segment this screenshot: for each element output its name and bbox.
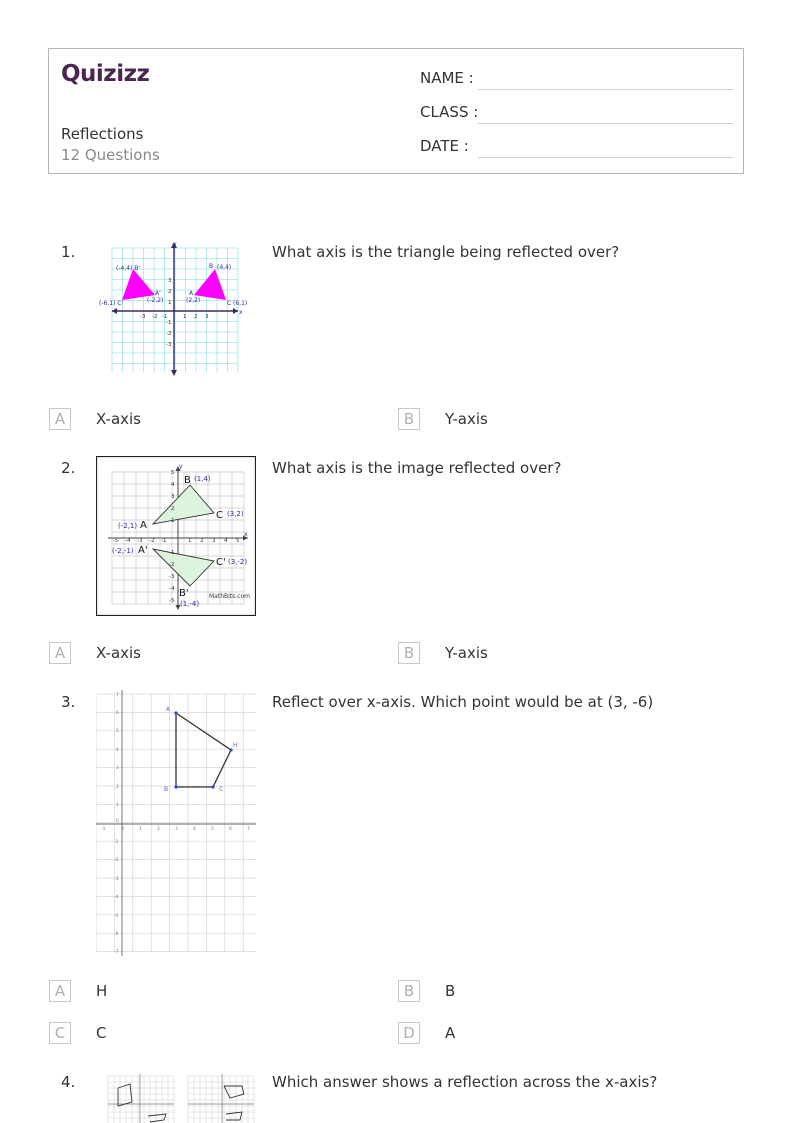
question-count: 12 Questions [61,146,160,164]
date-field[interactable] [478,157,733,158]
svg-text:(4,4): (4,4) [217,264,232,271]
svg-text:1: 1 [139,827,142,832]
q1-option-a-text[interactable]: X-axis [96,410,141,428]
svg-text:C: C [219,786,224,793]
svg-text:3: 3 [171,494,175,500]
svg-text:-1: -1 [166,320,172,326]
svg-text:-3: -3 [137,538,143,544]
svg-text:(3,2): (3,2) [227,510,244,518]
quizizz-logo [61,57,153,89]
svg-text:(1,-4): (1,-4) [180,600,200,608]
name-field[interactable] [478,89,733,90]
svg-text:(1,4): (1,4) [194,475,211,483]
svg-text:-5: -5 [114,914,119,919]
svg-text:3: 3 [168,278,172,284]
svg-text:4: 4 [224,538,228,544]
svg-text:3: 3 [205,314,209,320]
svg-text:0: 0 [116,819,119,824]
svg-text:2: 2 [168,289,172,295]
svg-text:3: 3 [116,766,119,771]
svg-text:-2: -2 [166,331,172,337]
q3-option-b-letter[interactable]: B [398,980,420,1002]
svg-text:y: y [179,463,183,470]
svg-text:-4: -4 [125,538,131,544]
svg-text:7: 7 [116,693,119,698]
svg-text:H: H [233,742,238,749]
date-label: DATE : [420,137,469,155]
svg-text:(-4,4) B': (-4,4) B' [116,265,141,272]
q2-option-b-letter[interactable]: B [398,642,420,664]
svg-text:-4: -4 [169,586,175,592]
svg-text:(3,-2): (3,-2) [228,558,248,566]
triangle-image [122,269,155,300]
q2-option-a-text[interactable]: X-axis [96,644,141,662]
svg-text:1: 1 [116,803,119,808]
svg-text:-4: -4 [114,895,119,900]
question-3-number: 3. [61,693,76,711]
question-1-text: What axis is the triangle being reflected over? [272,243,620,261]
svg-text:1: 1 [183,314,187,320]
q3-option-a-text[interactable]: H [96,982,108,1000]
svg-text:-1: -1 [114,840,119,845]
svg-text:1: 1 [168,300,172,306]
svg-text:MathBits.com: MathBits.com [209,593,250,600]
svg-text:-1: -1 [161,538,167,544]
svg-text:-2: -2 [152,314,158,320]
svg-text:-2: -2 [149,538,155,544]
question-2-text: What axis is the image reflected over? [272,459,562,477]
question-4-text: Which answer shows a reflection across the x-axis? [272,1073,658,1091]
svg-text:3: 3 [175,827,178,832]
svg-text:(-2,1): (-2,1) [118,522,138,530]
svg-text:x: x [239,309,243,316]
svg-text:A: A [140,520,147,531]
polygon-abch [176,713,231,787]
svg-text:(-6,1) C': (-6,1) C' [99,300,124,307]
svg-text:A': A' [155,290,161,297]
class-label: CLASS : [420,103,479,121]
q3-option-d-text[interactable]: A [445,1024,456,1042]
svg-text:5: 5 [171,470,175,476]
q3-option-a-letter[interactable]: A [49,980,71,1002]
svg-text:5: 5 [211,827,214,832]
svg-text:B: B [164,786,169,793]
q1-option-a-letter[interactable]: A [49,408,71,430]
question-4-figure [96,1068,258,1123]
svg-text:A: A [166,706,171,713]
question-4-number: 4. [61,1073,76,1091]
class-field[interactable] [478,123,733,124]
svg-text:2: 2 [116,785,119,790]
q2-option-b-text[interactable]: Y-axis [445,644,488,662]
svg-text:-3: -3 [169,574,175,580]
name-label: NAME : [420,69,474,87]
svg-text:-1: -1 [162,314,168,320]
svg-text:(6,1): (6,1) [233,300,248,307]
question-1-figure [98,238,250,380]
svg-text:7: 7 [247,827,250,832]
svg-text:1: 1 [171,518,175,524]
svg-text:-3: -3 [114,877,119,882]
svg-text:-3: -3 [166,342,172,348]
svg-text:-2: -2 [169,562,175,568]
svg-text:(2,2): (2,2) [186,297,201,304]
question-2-figure [96,456,256,616]
svg-text:B: B [184,475,191,486]
svg-text:C': C' [216,557,226,568]
q3-option-d-letter[interactable]: D [398,1022,420,1044]
svg-text:-1: -1 [101,827,106,832]
q2-option-a-letter[interactable]: A [49,642,71,664]
svg-text:5: 5 [236,538,240,544]
svg-text:A: A [189,290,194,297]
svg-text:-6: -6 [114,932,119,937]
svg-text:B: B [209,263,214,270]
svg-text:2: 2 [157,827,160,832]
question-2-number: 2. [61,459,76,477]
svg-text:(-2,-1): (-2,-1) [112,547,134,555]
svg-text:4: 4 [116,748,119,753]
svg-text:6: 6 [116,711,119,716]
svg-text:-1: -1 [169,550,175,556]
q3-option-c-letter[interactable]: C [49,1022,71,1044]
svg-text:6: 6 [229,827,232,832]
svg-text:y: y [173,241,177,248]
q3-option-b-text[interactable]: B [445,982,456,1000]
svg-text:-5: -5 [113,538,119,544]
svg-text:4: 4 [171,482,175,488]
triangle-preimage [194,269,226,300]
svg-text:-3: -3 [140,314,146,320]
q3-option-c-text[interactable]: C [96,1024,107,1042]
svg-text:C: C [227,300,232,307]
question-3-text: Reflect over x-axis. Which point would be at (3, -6) [272,693,654,711]
svg-text:2: 2 [200,538,204,544]
question-3-figure [96,690,256,956]
q1-option-b-text[interactable]: Y-axis [445,410,488,428]
svg-text:3: 3 [212,538,216,544]
svg-text:-7: -7 [114,950,119,955]
svg-text:5: 5 [116,729,119,734]
svg-text:4: 4 [193,827,196,832]
svg-text:-2: -2 [114,858,119,863]
svg-text:0: 0 [121,827,124,832]
svg-text:2: 2 [171,506,175,512]
question-1-number: 1. [61,243,76,261]
svg-text:(-2,2): (-2,2) [147,297,164,304]
svg-text:2: 2 [194,314,198,320]
svg-text:-5: -5 [169,598,175,604]
svg-text:Quizizz: Quizizz [61,61,150,87]
svg-text:B': B' [179,588,189,599]
q1-option-b-letter[interactable]: B [398,408,420,430]
svg-text:A': A' [138,545,148,556]
svg-text:1: 1 [188,538,192,544]
svg-text:x: x [244,531,248,538]
worksheet-title: Reflections [61,125,144,143]
svg-text:C: C [216,510,223,521]
worksheet-header [48,48,744,174]
